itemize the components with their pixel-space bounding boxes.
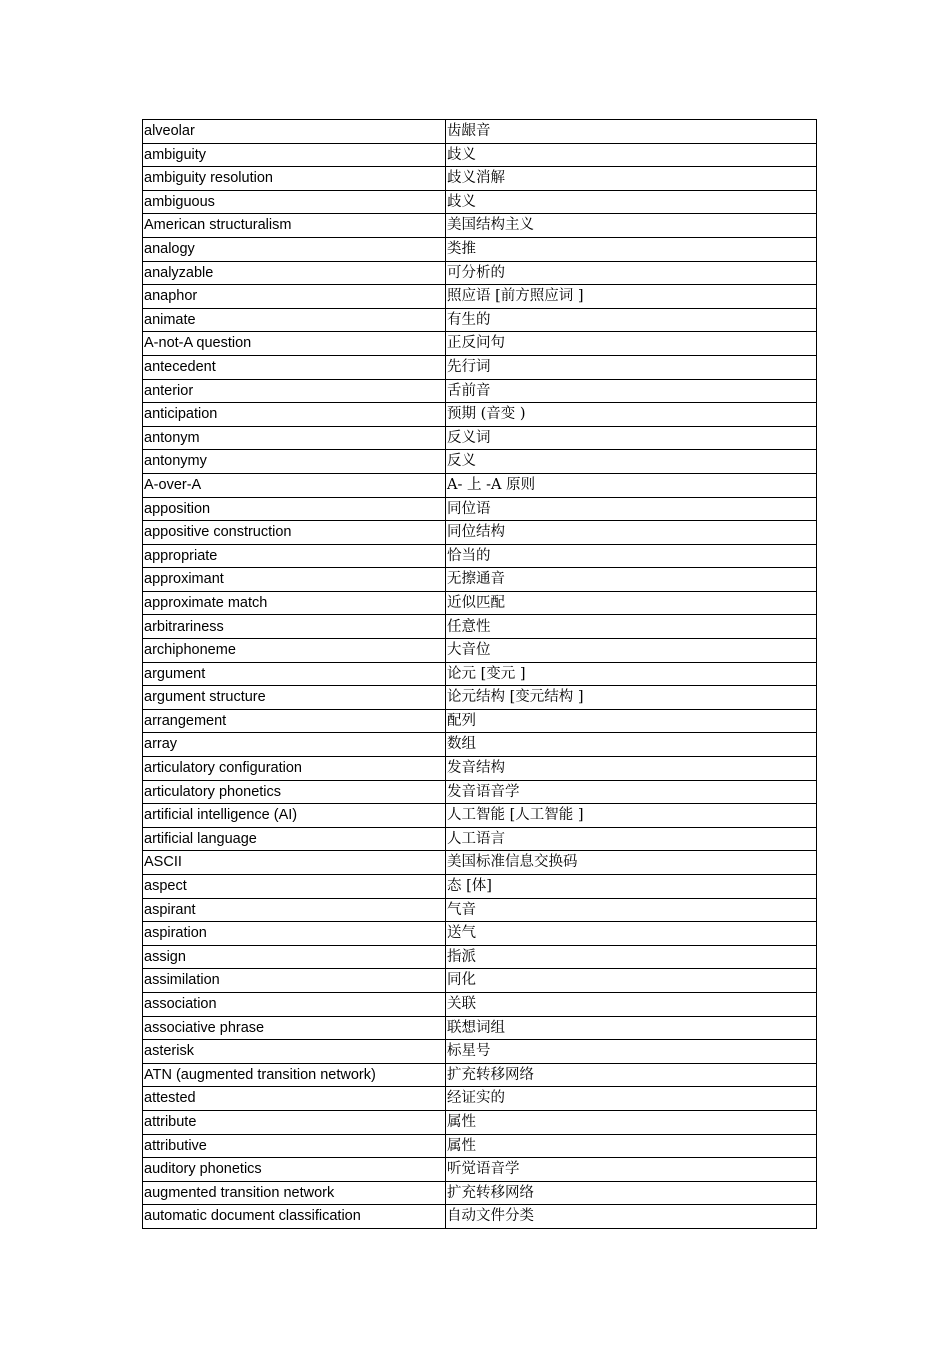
- table-row: [143, 733, 817, 757]
- table-row: [143, 1040, 817, 1064]
- term-cell: associative phrase: [143, 1016, 446, 1040]
- translation-cell: 近似匹配: [446, 591, 817, 615]
- term-cell: ambiguity: [143, 143, 446, 167]
- term-cell: aspirant: [143, 898, 446, 922]
- term-cell: augmented transition network: [143, 1181, 446, 1205]
- table-row: [143, 780, 817, 804]
- translation-cell: 发音语音学: [446, 780, 817, 804]
- translation-cell: 数组: [446, 733, 817, 757]
- table-row: [143, 686, 817, 710]
- table-row: [143, 568, 817, 592]
- term-cell: artificial intelligence (AI): [143, 804, 446, 828]
- term-cell: approximate match: [143, 591, 446, 615]
- table-row: [143, 497, 817, 521]
- translation-cell: 美国标准信息交换码: [446, 851, 817, 875]
- translation-cell: 属性: [446, 1134, 817, 1158]
- table-row: [143, 639, 817, 663]
- table-row: [143, 969, 817, 993]
- translation-cell: 同位语: [446, 497, 817, 521]
- table-row: [143, 403, 817, 427]
- term-cell: ambiguous: [143, 190, 446, 214]
- table-row: [143, 214, 817, 238]
- glossary-table: [142, 119, 817, 1229]
- table-row: [143, 898, 817, 922]
- table-row: [143, 875, 817, 899]
- translation-cell: 论元 [变元 ]: [446, 662, 817, 686]
- table-row: [143, 426, 817, 450]
- translation-cell: 扩充转移网络: [446, 1181, 817, 1205]
- table-row: [143, 190, 817, 214]
- translation-cell: 论元结构 [变元结构 ]: [446, 686, 817, 710]
- table-row: [143, 1063, 817, 1087]
- translation-cell: 恰当的: [446, 544, 817, 568]
- table-row: [143, 285, 817, 309]
- translation-cell: 人工语言: [446, 827, 817, 851]
- translation-cell: 联想词组: [446, 1016, 817, 1040]
- term-cell: argument: [143, 662, 446, 686]
- translation-cell: A- 上 -A 原则: [446, 473, 817, 497]
- translation-cell: 歧义: [446, 143, 817, 167]
- term-cell: argument structure: [143, 686, 446, 710]
- translation-cell: 有生的: [446, 308, 817, 332]
- table-row: [143, 473, 817, 497]
- term-cell: anterior: [143, 379, 446, 403]
- table-row: [143, 143, 817, 167]
- term-cell: articulatory phonetics: [143, 780, 446, 804]
- term-cell: array: [143, 733, 446, 757]
- term-cell: aspect: [143, 875, 446, 899]
- table-row: [143, 1134, 817, 1158]
- glossary-body: [143, 120, 817, 1229]
- table-row: [143, 1158, 817, 1182]
- table-row: [143, 922, 817, 946]
- table-row: [143, 1181, 817, 1205]
- term-cell: articulatory configuration: [143, 757, 446, 781]
- term-cell: antonym: [143, 426, 446, 450]
- translation-cell: 歧义消解: [446, 167, 817, 191]
- table-row: [143, 591, 817, 615]
- table-row: [143, 709, 817, 733]
- translation-cell: 预期 (音变 ): [446, 403, 817, 427]
- translation-cell: 同化: [446, 969, 817, 993]
- table-row: [143, 120, 817, 144]
- translation-cell: 无擦通音: [446, 568, 817, 592]
- translation-cell: 扩充转移网络: [446, 1063, 817, 1087]
- term-cell: appositive construction: [143, 521, 446, 545]
- term-cell: alveolar: [143, 120, 446, 144]
- translation-cell: 任意性: [446, 615, 817, 639]
- table-row: [143, 308, 817, 332]
- term-cell: association: [143, 992, 446, 1016]
- table-row: [143, 804, 817, 828]
- term-cell: analogy: [143, 237, 446, 261]
- table-row: [143, 167, 817, 191]
- table-row: [143, 450, 817, 474]
- term-cell: A-over-A: [143, 473, 446, 497]
- translation-cell: 先行词: [446, 355, 817, 379]
- translation-cell: 气音: [446, 898, 817, 922]
- translation-cell: 类推: [446, 237, 817, 261]
- translation-cell: 送气: [446, 922, 817, 946]
- table-row: [143, 757, 817, 781]
- table-row: [143, 1087, 817, 1111]
- translation-cell: 发音结构: [446, 757, 817, 781]
- table-row: [143, 662, 817, 686]
- table-row: [143, 521, 817, 545]
- term-cell: approximant: [143, 568, 446, 592]
- term-cell: asterisk: [143, 1040, 446, 1064]
- translation-cell: 经证实的: [446, 1087, 817, 1111]
- translation-cell: 正反问句: [446, 332, 817, 356]
- translation-cell: 指派: [446, 945, 817, 969]
- term-cell: animate: [143, 308, 446, 332]
- term-cell: auditory phonetics: [143, 1158, 446, 1182]
- term-cell: attribute: [143, 1110, 446, 1134]
- translation-cell: 齿龈音: [446, 120, 817, 144]
- term-cell: anaphor: [143, 285, 446, 309]
- table-row: [143, 332, 817, 356]
- term-cell: aspiration: [143, 922, 446, 946]
- term-cell: automatic document classification: [143, 1205, 446, 1229]
- table-row: [143, 379, 817, 403]
- translation-cell: 反义: [446, 450, 817, 474]
- term-cell: arbitrariness: [143, 615, 446, 639]
- term-cell: appropriate: [143, 544, 446, 568]
- table-row: [143, 355, 817, 379]
- table-row: [143, 992, 817, 1016]
- term-cell: apposition: [143, 497, 446, 521]
- translation-cell: 标星号: [446, 1040, 817, 1064]
- term-cell: analyzable: [143, 261, 446, 285]
- term-cell: archiphoneme: [143, 639, 446, 663]
- translation-cell: 歧义: [446, 190, 817, 214]
- term-cell: antecedent: [143, 355, 446, 379]
- term-cell: American structuralism: [143, 214, 446, 238]
- translation-cell: 配列: [446, 709, 817, 733]
- term-cell: antonymy: [143, 450, 446, 474]
- table-row: [143, 615, 817, 639]
- table-row: [143, 1016, 817, 1040]
- term-cell: ATN (augmented transition network): [143, 1063, 446, 1087]
- term-cell: ambiguity resolution: [143, 167, 446, 191]
- term-cell: anticipation: [143, 403, 446, 427]
- translation-cell: 舌前音: [446, 379, 817, 403]
- table-row: [143, 1110, 817, 1134]
- translation-cell: 同位结构: [446, 521, 817, 545]
- term-cell: A-not-A question: [143, 332, 446, 356]
- table-row: [143, 1205, 817, 1229]
- table-row: [143, 544, 817, 568]
- translation-cell: 人工智能 [人工智能 ]: [446, 804, 817, 828]
- term-cell: artificial language: [143, 827, 446, 851]
- translation-cell: 关联: [446, 992, 817, 1016]
- translation-cell: 反义词: [446, 426, 817, 450]
- term-cell: assign: [143, 945, 446, 969]
- table-row: [143, 237, 817, 261]
- translation-cell: 自动文件分类: [446, 1205, 817, 1229]
- term-cell: attested: [143, 1087, 446, 1111]
- translation-cell: 可分析的: [446, 261, 817, 285]
- translation-cell: 大音位: [446, 639, 817, 663]
- term-cell: arrangement: [143, 709, 446, 733]
- translation-cell: 美国结构主义: [446, 214, 817, 238]
- term-cell: ASCII: [143, 851, 446, 875]
- table-row: [143, 827, 817, 851]
- translation-cell: 态 [体]: [446, 875, 817, 899]
- term-cell: attributive: [143, 1134, 446, 1158]
- table-row: [143, 261, 817, 285]
- term-cell: assimilation: [143, 969, 446, 993]
- table-row: [143, 851, 817, 875]
- translation-cell: 听觉语音学: [446, 1158, 817, 1182]
- translation-cell: 属性: [446, 1110, 817, 1134]
- translation-cell: 照应语 [前方照应词 ]: [446, 285, 817, 309]
- table-row: [143, 945, 817, 969]
